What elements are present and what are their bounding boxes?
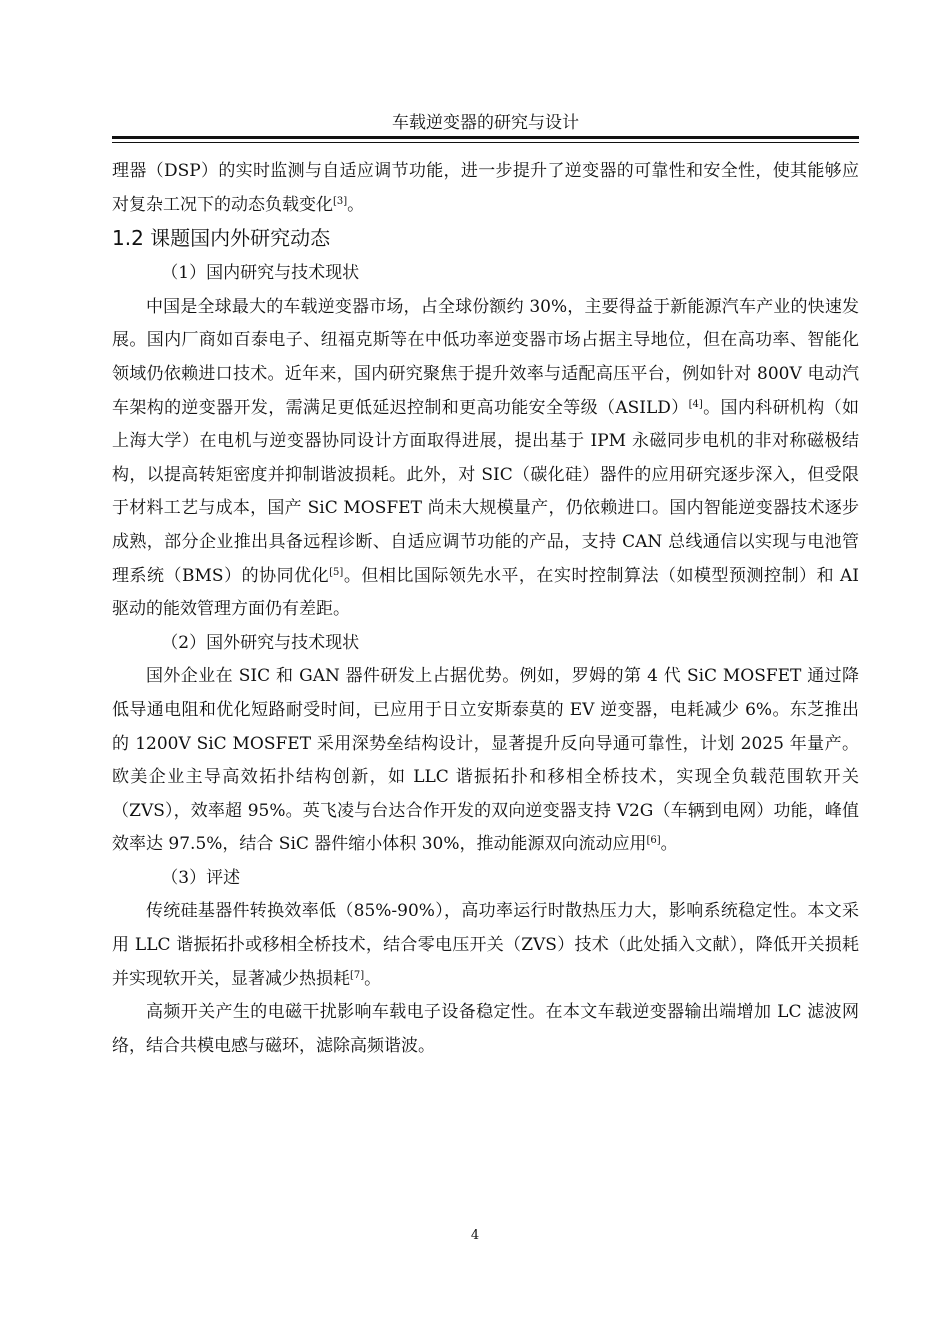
running-header: 车载逆变器的研究与设计 <box>392 113 579 133</box>
body-text <box>112 155 859 1063</box>
page-number: 4 <box>470 1228 480 1243</box>
review-text-2: 。 <box>364 968 382 989</box>
intro-paragraph <box>112 155 859 222</box>
domestic-text-1: 中国是全球最大的车载逆变器市场，占全球份额约 30%，主要得益于新能源汽车产业的快速发展。国内厂商如百泰电子、纽福克斯等在中低功率逆变器市场占据主导地位，但在高功率、智能化领域仍依赖进口技术。近年来，国内研究聚焦于提升效率与适配高压平台，例如针对 800V 电动汽车架构的逆变器开发，需满足更低延迟控制和更高功能安全等级（ASILD） <box>112 296 859 418</box>
review-paragraph-2: 高频开关产生的电磁干扰影响车载电子设备稳定性。在本文车载逆变器输出端增加 LC 滤波网络，结合共模电感与磁环，滤除高频谐波。 <box>112 1002 859 1056</box>
foreign-text-1: 国外企业在 SIC 和 GAN 器件研发上占据优势。例如，罗姆的第 4 代 SiC MOSFET 通过降低导通电阻和优化短路耐受时间，已应用于日立安斯泰莫的 EV 逆变器，电耗减少 6%。东芝推出的 1200V SiC MOSFET 采用深势垒结构设计，显著提升反向导通可靠性，计划 2025 年量产。欧美企业主导高效拓扑结构创新，如 LLC 谐振拓扑和移相全桥技术，实现全负载范围软开关（ZVS），效率超 95%。英飞凌与台达合作开发的双向逆变器支持 V2G（车辆到电网）功能，峰值效率达 97.5%，结合 SiC 器件缩小体积 30%，推动能源双向流动应用 <box>112 666 859 855</box>
citation-6: [6] <box>646 835 661 847</box>
subsection-title-domestic: （1）国内研究与技术现状 <box>161 263 360 284</box>
intro-text-end: 。 <box>347 194 365 215</box>
foreign-text-2: 。 <box>660 834 678 855</box>
header-rule-thick <box>112 136 859 139</box>
domestic-paragraph <box>112 291 859 627</box>
review-text-1: 传统硅基器件转换效率低（85%-90%），高功率运行时散热压力大，影响系统稳定性。本文采用 LLC 谐振拓扑或移相全桥技术，结合零电压开关（ZVS）技术（此处插入文献），降低开关损耗并实现软开关，显著减少热损耗 <box>112 901 859 989</box>
citation-3: [3] <box>333 195 348 207</box>
header-rule-thin <box>112 142 859 143</box>
foreign-paragraph <box>112 660 859 862</box>
review-paragraph-1 <box>112 895 859 996</box>
citation-4: [4] <box>688 398 703 410</box>
subsection-title-foreign: （2）国外研究与技术现状 <box>161 632 360 653</box>
intro-text: 理器（DSP）的实时监测与自适应调节功能，进一步提升了逆变器的可靠性和安全性，使其能够应对复杂工况下的动态负载变化 <box>112 161 859 215</box>
section-heading: 1.2 课题国内外研究动态 <box>112 226 331 251</box>
domestic-text-3: 。但相比国际领先水平，在实时控制算法（如模型预测控制）和 AI 驱动的能效管理方面仍有差距。 <box>112 565 859 620</box>
subsection-title-review: （3）评述 <box>161 867 241 888</box>
domestic-text-2: 。国内科研机构（如上海大学）在电机与逆变器协同设计方面取得进展，提出基于 IPM 永磁同步电机的非对称磁极结构，以提高转矩密度并抑制谐波损耗。此外，对 SIC（碳化硅）器件的应用研究逐步深入，但受限于材料工艺与成本，国产 SiC MOSFET 尚未大规模量产，仍依赖进口。国内智能逆变器技术逐步成熟，部分企业推出具备远程诊断、自适应调节功能的产品，支持 CAN 总线通信以实现与电池管理系统（BMS）的协同优化 <box>112 397 860 586</box>
citation-7: [7] <box>350 969 365 981</box>
citation-5: [5] <box>329 566 344 578</box>
